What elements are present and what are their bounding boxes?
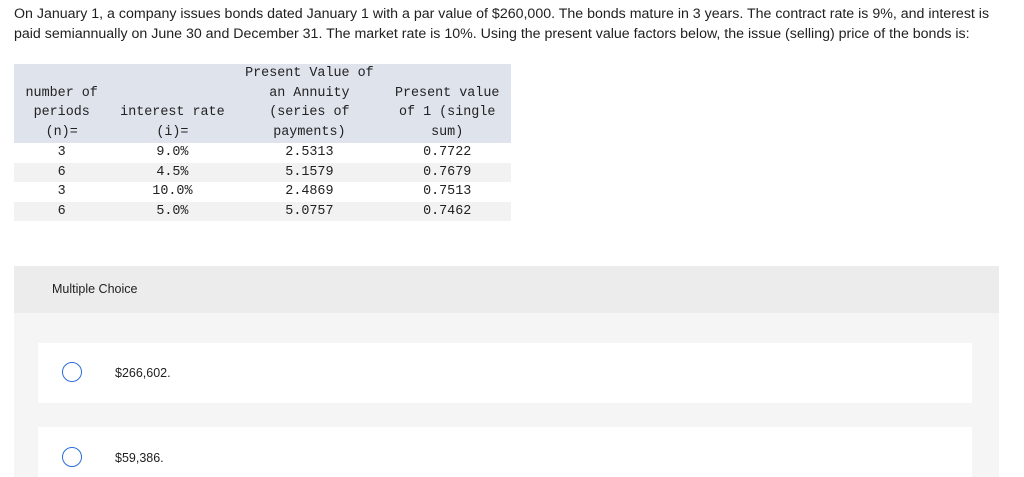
header-line: (n)= <box>45 124 78 140</box>
header-line: Present Value of <box>245 66 374 81</box>
header-line: number of <box>25 85 98 101</box>
cell-rate: 5.0% <box>109 202 235 221</box>
answer-option-2[interactable] <box>38 427 972 477</box>
table-row <box>14 182 511 201</box>
cell-pv-annuity: 2.5313 <box>235 143 383 162</box>
header-line: payments) <box>273 124 346 140</box>
cell-rate: 9.0% <box>109 143 235 162</box>
header-pv-single-sum <box>383 64 511 143</box>
header-pv-annuity <box>235 64 383 143</box>
cell-pv-annuity: 2.4869 <box>235 182 383 201</box>
cell-periods: 3 <box>14 182 109 201</box>
table-row <box>14 163 511 182</box>
header-line: interest rate <box>120 105 225 121</box>
cell-pv-single: 0.7722 <box>383 143 511 162</box>
answer-option-label: $266,602. <box>115 366 171 380</box>
table-row <box>14 143 511 162</box>
cell-periods: 3 <box>14 143 109 162</box>
radio-unchecked-icon[interactable] <box>62 447 82 467</box>
multiple-choice-title: Multiple Choice <box>52 282 138 296</box>
cell-pv-single: 0.7513 <box>383 182 511 201</box>
header-line: periods <box>33 105 90 121</box>
header-line: sum) <box>431 124 464 140</box>
cell-pv-single: 0.7679 <box>383 163 511 182</box>
header-line: of 1 (single <box>398 105 496 121</box>
cell-rate: 4.5% <box>109 163 235 182</box>
table-row <box>14 202 511 221</box>
cell-periods: 6 <box>14 202 109 221</box>
answer-option-label: $59,386. <box>115 451 164 465</box>
question-text: On January 1, a company issues bonds dated January 1 with a par value of $260,000. The bonds mature in 3 years. The contract rate is 9%, and interest is paid semiannually on June 30 and December 31. The market rate is 10%. Using the present value factors below, the issue (selling) price of the bonds is: <box>14 6 990 42</box>
table-header-row <box>14 64 511 143</box>
cell-periods: 6 <box>14 163 109 182</box>
header-line: an Annuity <box>269 85 350 101</box>
cell-pv-annuity: 5.0757 <box>235 202 383 221</box>
radio-unchecked-icon[interactable] <box>62 362 82 382</box>
cell-rate: 10.0% <box>109 182 235 201</box>
multiple-choice-options <box>14 313 999 477</box>
answer-option-1[interactable] <box>38 343 972 403</box>
present-value-table <box>14 64 511 221</box>
header-line: (i)= <box>156 124 189 140</box>
header-number-of-periods <box>14 64 109 143</box>
header-interest-rate <box>109 64 235 143</box>
cell-pv-single: 0.7462 <box>383 202 511 221</box>
header-line: (series of <box>269 105 350 121</box>
multiple-choice-header <box>14 266 999 313</box>
header-line: Present value <box>394 85 500 101</box>
cell-pv-annuity: 5.1579 <box>235 163 383 182</box>
